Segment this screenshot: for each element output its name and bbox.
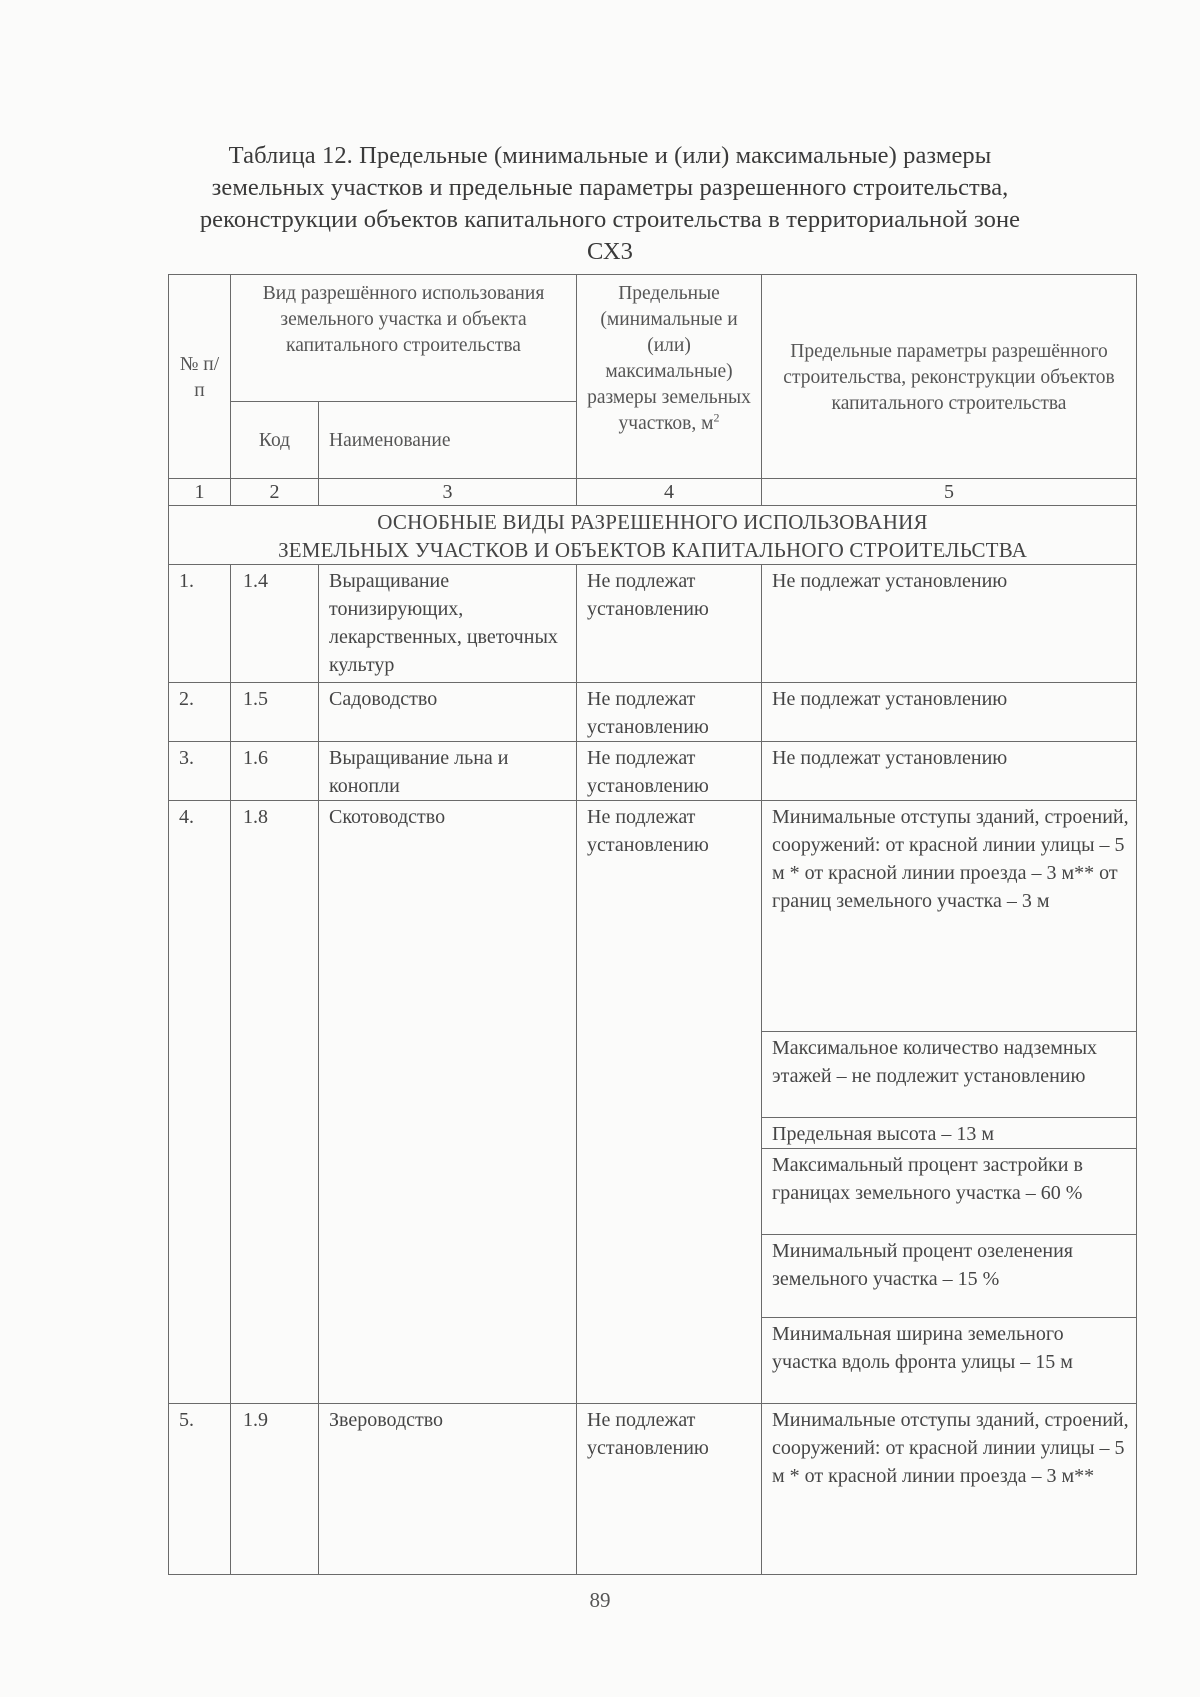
row-param: Максимальное количество надземных этажей – не подлежит установлению: [762, 1032, 1137, 1118]
row-no: 1.: [169, 565, 231, 683]
title-line-1: Таблица 12. Предельные (минимальные и (или) максимальные) размеры: [228, 142, 992, 169]
table-row: [169, 742, 1137, 801]
header-no: № п/п: [169, 275, 231, 479]
table-row: [169, 683, 1137, 742]
row-param: Не подлежат установлению: [762, 683, 1137, 742]
table-row: [169, 801, 1137, 1032]
header-size-sup: 2: [713, 410, 720, 425]
table-header-row: [169, 275, 1137, 402]
column-number: 5: [762, 479, 1137, 506]
section-line-2: ЗЕМЕЛЬНЫХ УЧАСТКОВ И ОБЪЕКТОВ КАПИТАЛЬНОГО СТРОИТЕЛЬСТВА: [278, 538, 1027, 562]
header-name: Наименование: [319, 402, 577, 479]
page-title: [150, 140, 1070, 268]
row-code: 1.6: [231, 742, 319, 801]
row-param: Минимальные отступы зданий, строений, сооружений: от красной линии улицы – 5 м * от красной линии проезда – 3 м** от границ земельного участка – 3 м: [762, 801, 1137, 1032]
header-code: Код: [231, 402, 319, 479]
header-size: [577, 275, 762, 479]
row-param: Минимальный процент озеленения земельного участка – 15 %: [762, 1235, 1137, 1318]
zone-parameters-table: [168, 274, 1137, 1575]
column-number: 3: [319, 479, 577, 506]
row-size: Не подлежат установлению: [577, 801, 762, 1404]
row-param: Не подлежат установлению: [762, 565, 1137, 683]
header-use-group: Вид разрешённого использования земельного участка и объекта капитального строительства: [231, 275, 577, 402]
row-param: Минимальные отступы зданий, строений, сооружений: от красной линии улицы – 5 м * от красной линии проезда – 3 м**: [762, 1404, 1137, 1575]
row-name: Звероводство: [319, 1404, 577, 1575]
row-name: Выращивание льна и конопли: [319, 742, 577, 801]
table-row: [169, 1404, 1137, 1575]
row-param: Предельная высота – 13 м: [762, 1118, 1137, 1149]
row-size: Не подлежат установлению: [577, 742, 762, 801]
header-size-text: Предельные (минимальные и (или) максимальные) размеры земельных участков, м: [587, 283, 751, 434]
row-no: 3.: [169, 742, 231, 801]
row-name: Выращивание тонизирующих, лекарственных, цветочных культур: [319, 565, 577, 683]
section-line-1: ОСНОБНЫЕ ВИДЫ РАЗРЕШЕННОГО ИСПОЛЬЗОВАНИЯ: [377, 510, 928, 534]
section-title: [169, 506, 1137, 565]
title-line-2: земельных участков и предельные параметры разрешенного строительства,: [211, 174, 1009, 201]
column-number-row: [169, 479, 1137, 506]
row-param: Минимальная ширина земельного участка вдоль фронта улицы – 15 м: [762, 1318, 1137, 1404]
row-code: 1.4: [231, 565, 319, 683]
section-row: [169, 506, 1137, 565]
row-name: Скотоводство: [319, 801, 577, 1404]
row-size: Не подлежат установлению: [577, 565, 762, 683]
page-number: 89: [589, 1588, 611, 1612]
table-row: [169, 565, 1137, 683]
row-no: 4.: [169, 801, 231, 1404]
row-param: Не подлежат установлению: [762, 742, 1137, 801]
column-number: 1: [169, 479, 231, 506]
row-code: 1.5: [231, 683, 319, 742]
title-line-3: реконструкции объектов капитального строительства в территориальной зоне: [199, 206, 1021, 233]
row-size: Не подлежат установлению: [577, 683, 762, 742]
column-number: 4: [577, 479, 762, 506]
title-line-4: СХ3: [587, 238, 633, 265]
header-params: Предельные параметры разрешённого строительства, реконструкции объектов капитального строительства: [762, 275, 1137, 479]
row-name: Садоводство: [319, 683, 577, 742]
row-size: Не подлежат установлению: [577, 1404, 762, 1575]
row-no: 2.: [169, 683, 231, 742]
row-code: 1.9: [231, 1404, 319, 1575]
row-param: Максимальный процент застройки в границах земельного участка – 60 %: [762, 1149, 1137, 1235]
row-code: 1.8: [231, 801, 319, 1404]
column-number: 2: [231, 479, 319, 506]
row-no: 5.: [169, 1404, 231, 1575]
